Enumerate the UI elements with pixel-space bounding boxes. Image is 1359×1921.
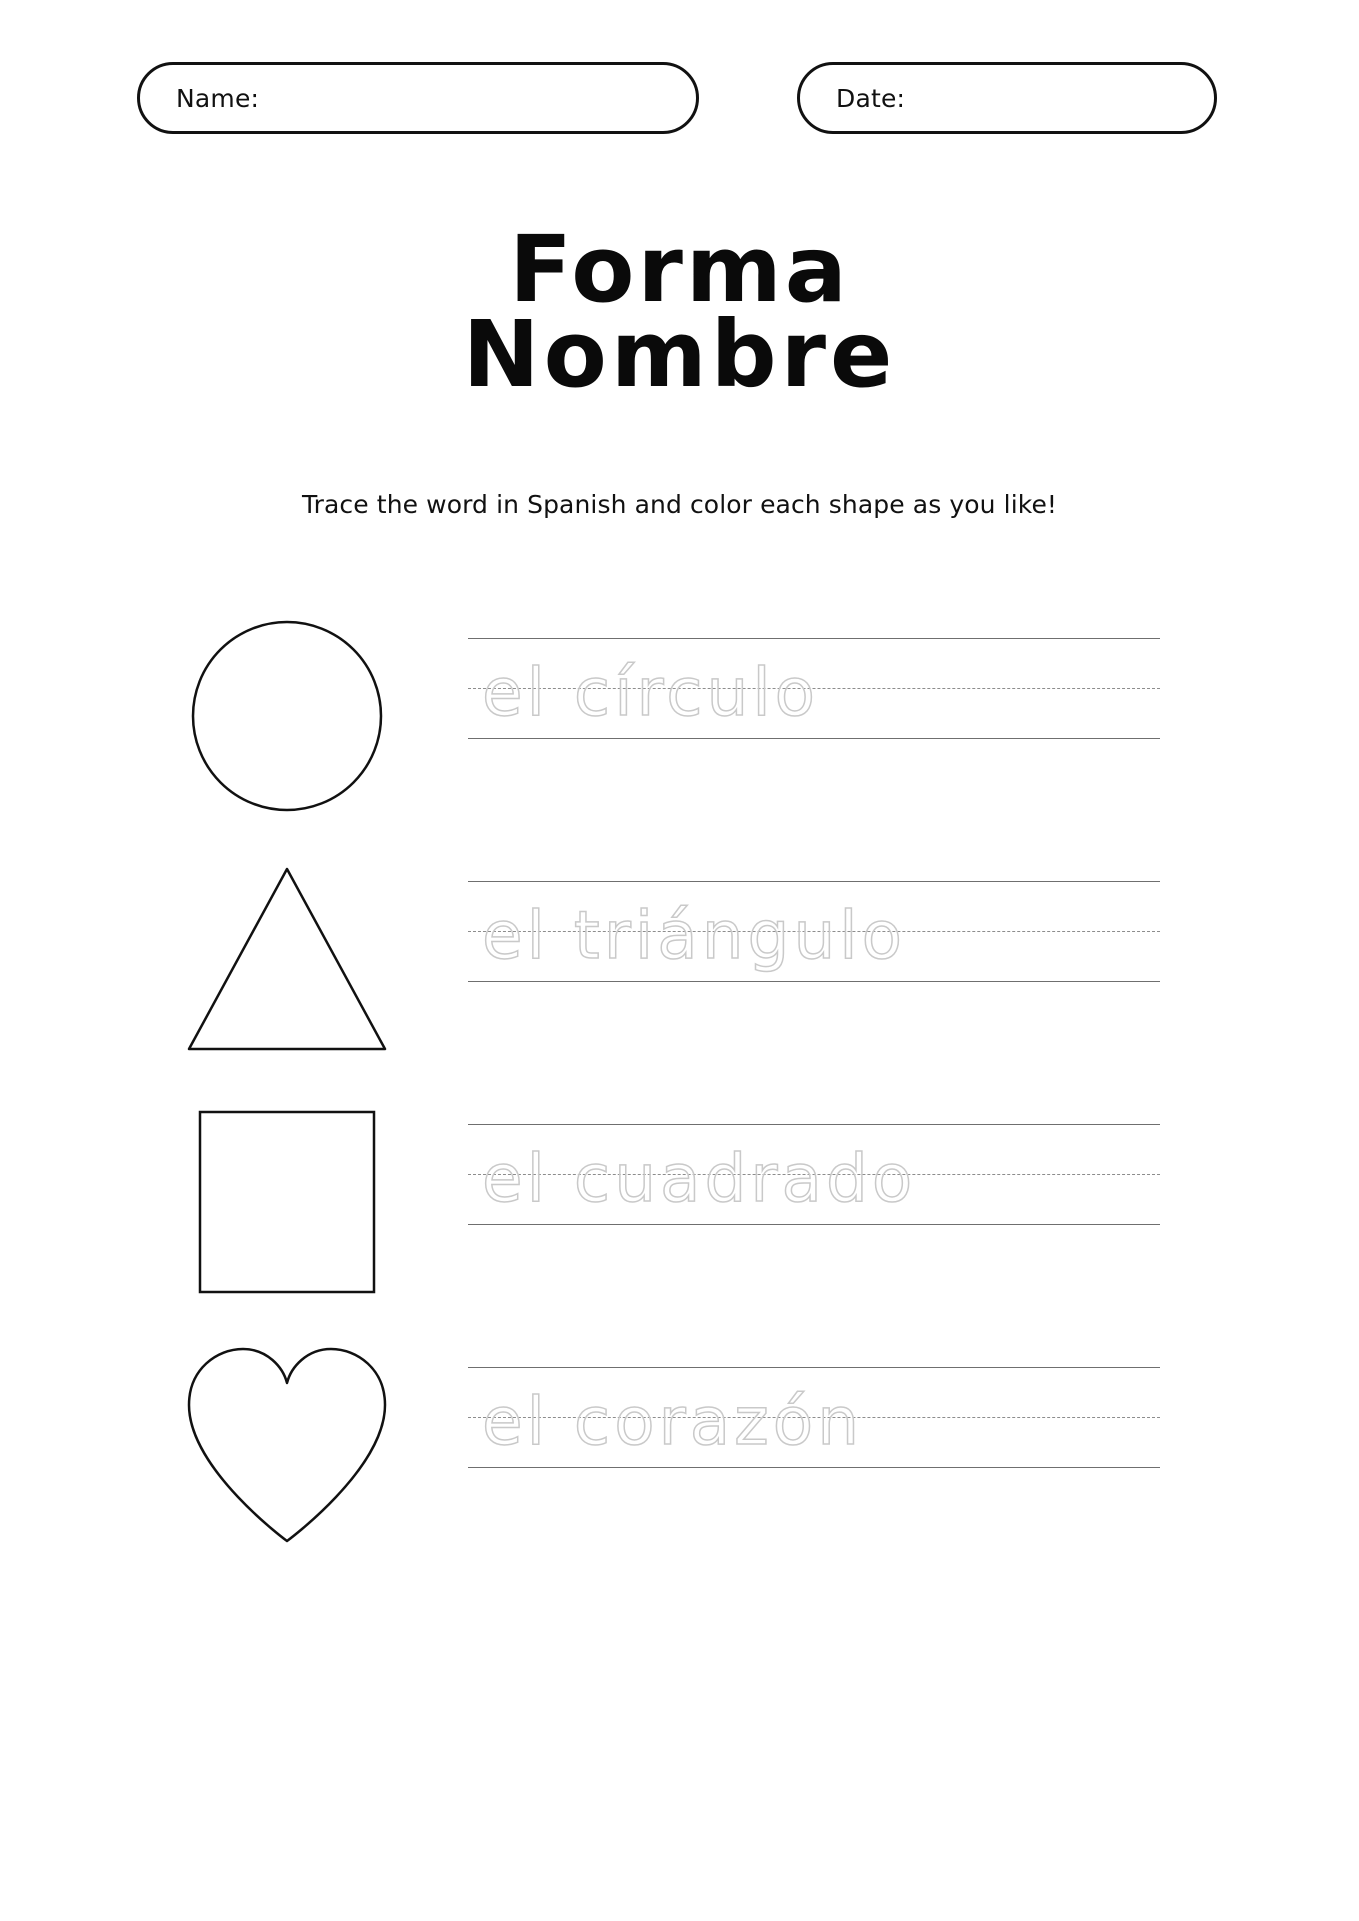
triangle-outline-icon [182,861,392,1057]
title-line-2: Nombre [462,300,897,408]
page-title [0,216,1359,408]
trace-lines-heart[interactable] [468,1359,1160,1489]
exercise-row-heart [0,1341,1359,1549]
rule-top [468,638,1160,639]
exercise-row-triangle [0,855,1359,1063]
rule-top [468,1367,1160,1368]
trace-word-triangle: el triángulo [482,896,906,974]
trace-lines-triangle[interactable] [468,873,1160,1003]
title-line-1: Forma [509,216,850,323]
header-fields [0,62,1359,140]
date-field-label: Date: [836,83,906,113]
exercise-row-square [0,1098,1359,1306]
instructions-text: Trace the word in Spanish and color each shape as you like! [301,490,1058,519]
trace-word-square: el cuadrado [482,1139,917,1217]
trace-lines-square[interactable] [468,1116,1160,1246]
rule-top [468,1124,1160,1125]
shape-square [172,1098,402,1306]
exercise-row-circle [0,612,1359,820]
name-field[interactable] [137,62,699,134]
trace-lines-circle[interactable] [468,630,1160,760]
shape-circle [172,612,402,820]
shape-triangle [172,855,402,1063]
shape-heart [172,1341,402,1549]
trace-word-circle: el círculo [482,653,820,731]
name-field-label: Name: [176,83,260,113]
date-field[interactable] [797,62,1217,134]
circle-outline-icon [187,616,387,816]
rule-top [468,881,1160,882]
exercise-list [0,612,1359,1584]
square-outline-icon [197,1109,377,1295]
trace-word-heart: el corazón [482,1382,864,1460]
heart-outline-icon [183,1343,391,1547]
